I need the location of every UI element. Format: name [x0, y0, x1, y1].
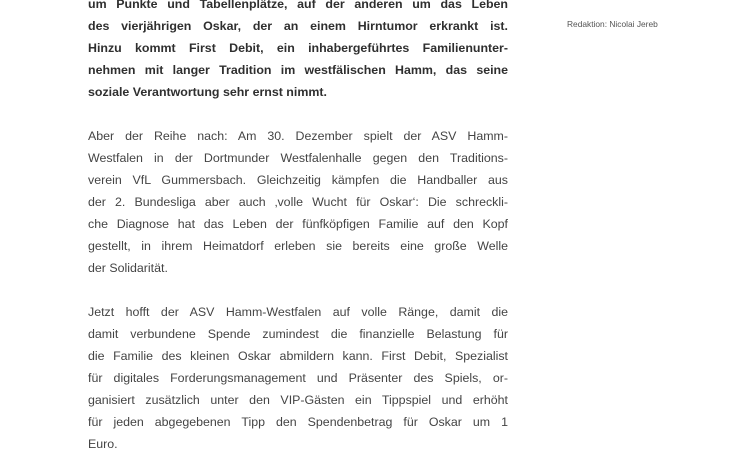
- body-line: für jeden abgegebenen Tipp den Spendenbetrag für Oskar um 1: [88, 415, 508, 429]
- lead-line: nehmen mit langer Tradition im westfälischen Hamm, das seine: [88, 63, 508, 77]
- body-line: der Solidarität.: [88, 261, 168, 275]
- body-line: der 2. Bundesliga aber auch ‚volle Wucht für Oskar‘: Die schreckli-: [88, 195, 508, 209]
- lead-line: um Punkte und Tabellenplätze, auf der anderen um das Leben: [88, 0, 508, 11]
- body-line: für digitales Forderungsmanagement und Präsenter des Spiels, or-: [88, 371, 508, 385]
- body-line: ganisiert zusätzlich unter den VIP-Gästen ein Tippspiel und erhöht: [88, 393, 508, 407]
- body-line: Euro.: [88, 437, 118, 451]
- body-line: Aber der Reihe nach: Am 30. Dezember spielt der ASV Hamm-: [88, 129, 508, 143]
- body-paragraph-3: [88, 301, 508, 455]
- body-line: gestellt, in ihrem Heimatdorf erleben sie bereits eine große Welle: [88, 239, 508, 253]
- lead-line: des vierjährigen Oskar, der an einem Hirntumor erkrankt ist.: [88, 19, 508, 33]
- body-line: Jetzt hofft der ASV Hamm-Westfalen auf volle Ränge, damit die: [88, 305, 508, 319]
- article-column: [88, 0, 508, 455]
- body-line: damit verbundene Spende zumindest die finanzielle Belastung für: [88, 327, 508, 341]
- body-line: die Familie des kleinen Oskar abmildern kann. First Debit, Spezialist: [88, 349, 508, 363]
- body-paragraph-2: [88, 125, 508, 279]
- body-line: Westfalen in der Dortmunder Westfalenhalle gegen den Traditions-: [88, 151, 508, 165]
- lead-paragraph: [88, 0, 508, 103]
- editor-credit: Redaktion: Nicolai Jereb: [567, 19, 658, 29]
- lead-line: soziale Verantwortung sehr ernst nimmt.: [88, 85, 327, 99]
- lead-line: Hinzu kommt First Debit, ein inhabergeführtes Familienunter-: [88, 41, 508, 55]
- body-line: che Diagnose hat das Leben der fünfköpfigen Familie auf den Kopf: [88, 217, 508, 231]
- body-line: verein VfL Gummersbach. Gleichzeitig kämpfen die Handballer aus: [88, 173, 508, 187]
